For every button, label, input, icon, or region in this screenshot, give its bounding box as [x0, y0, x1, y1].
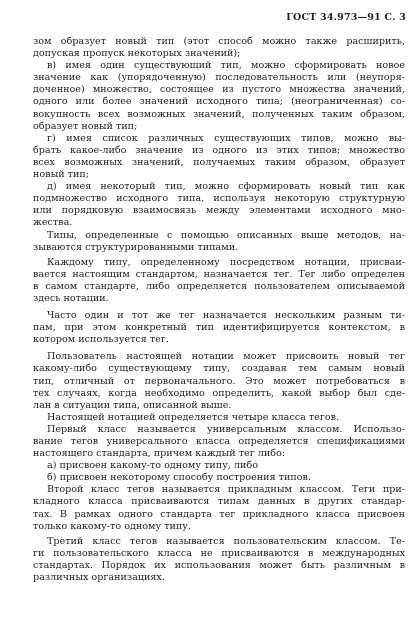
- text-line: тах. В рамках одного стандарта тег прикладного класса присвоен: [33, 508, 405, 520]
- text-line: тех случаях, когда необходимо определить, какой выбор был сде-: [33, 387, 405, 399]
- text-line: кладного класса присваиваются типам данных в других стандар-: [33, 496, 405, 508]
- text-line: Первый класс называется универсальным классом. Использо-: [47, 423, 405, 435]
- text-line: подмножество исходного типа, используя некоторую структурную: [33, 193, 405, 205]
- body-text: [33, 36, 405, 584]
- text-line: брать какое-либо значение из одного из этих типов; множество: [33, 144, 405, 156]
- text-line: новый тип;: [33, 169, 89, 181]
- text-line: Настоящей нотацией определяется четыре класса тегов.: [47, 411, 340, 423]
- text-line: допуская пропуск некоторых значений);: [33, 48, 241, 60]
- text-line: г) имея список различных существующих типов, можно вы-: [47, 132, 405, 144]
- text-line: Пользователь настоящей нотации может присвоить новый тег: [47, 351, 405, 363]
- text-line: пам, при этом конкретный тип идентифицируется контекстом, в: [33, 322, 405, 334]
- text-line: Второй класс тегов называется прикладным классом. Теги при-: [47, 484, 405, 496]
- text-line: Третий класс тегов называется пользовательским классом. Те-: [47, 535, 405, 547]
- text-line: здесь нотации.: [33, 292, 109, 304]
- text-line: зываются структурированными типами.: [33, 241, 239, 253]
- text-line: какому-либо существующему типу, создавая тем самым новый: [33, 363, 405, 375]
- text-line: всех возможных значений, получаемых таким образом, образует: [33, 156, 405, 168]
- text-line: зом образует новый тип (этот способ можно также расширить,: [33, 36, 405, 47]
- text-line: стандартах. Порядок их использования может быть различным в: [33, 559, 405, 571]
- list-item: а) присвоен какому-то одному типу, либо: [47, 460, 258, 472]
- text-line: вание тегов универсального класса определяется спецификациями: [33, 436, 405, 447]
- standard-designation: ГОСТ 34.973—91: [286, 12, 381, 23]
- text-line: вокупность всех возможных значений, полученных таким образом,: [33, 108, 405, 120]
- text-line: доченное) множество, состоящее из пустого множества значений,: [33, 84, 405, 96]
- text-line: жества.: [33, 217, 73, 229]
- text-line: одного или более значений исходного типа; (неограниченная) со-: [33, 96, 405, 108]
- text-line: образует новый тип;: [33, 120, 138, 132]
- text-line: котором используется тег.: [33, 334, 169, 346]
- text-line: д) имея некоторый тип, можно сформировать новый тип как: [47, 181, 405, 193]
- page-number: С. 3: [384, 12, 406, 23]
- page-header: [286, 12, 406, 23]
- text-line: значение как (упорядоченную) последовательность или (неупоря-: [33, 72, 405, 84]
- text-line: настоящего стандарта, причем каждый тег либо:: [33, 448, 286, 460]
- text-line: Типы, определенные с помощью описанных выше методов, на-: [47, 229, 405, 241]
- text-line: вается настоящим стандартом, назначается тег. Тег либо определен: [33, 268, 405, 280]
- text-line: лан в ситуации типа, описанной выше.: [33, 399, 232, 411]
- list-item: б) присвоен некоторому способу построения типов.: [47, 472, 311, 484]
- text-line: ги пользовательского класса не присваиваются в международных: [33, 547, 405, 559]
- text-line: Каждому типу, определенному посредством нотации, присваи-: [47, 256, 405, 268]
- text-line: или порядковую взаимосвязь между элементами исходного мно-: [33, 205, 405, 217]
- text-line: тип, отличный от первоначального. Это может потребоваться в: [33, 375, 405, 387]
- text-line: различных организациях.: [33, 572, 165, 584]
- text-line: только какому-то одному типу.: [33, 520, 191, 532]
- text-line: в) имея один существующий тип, можно сформировать новое: [47, 60, 405, 72]
- text-line: Часто один и тот же тег назначается нескольким разным ти-: [47, 310, 405, 322]
- text-line: в самом стандарте, либо определяется пользователем описываемой: [33, 280, 405, 292]
